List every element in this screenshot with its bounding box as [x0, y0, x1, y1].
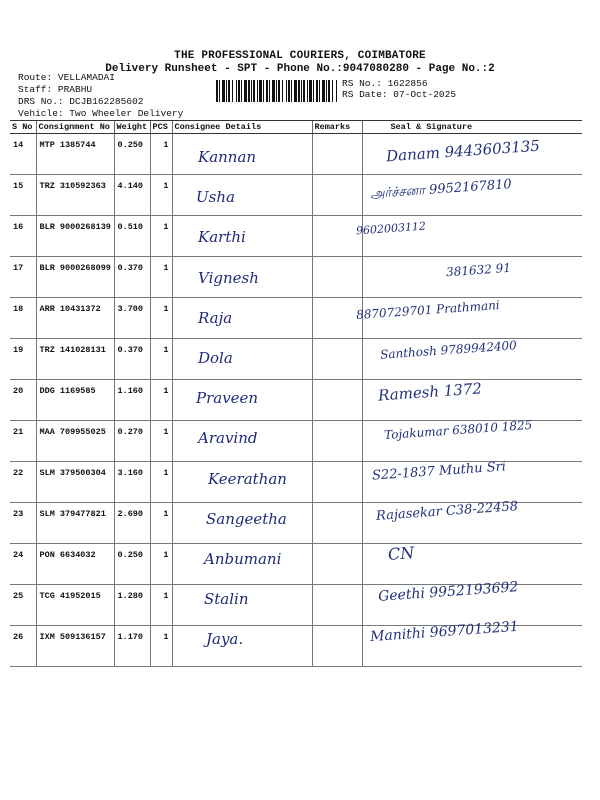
cell-pcs: 1	[150, 216, 172, 257]
cell-consignment: SLM 379477821	[36, 503, 114, 544]
barcode-bar	[272, 80, 275, 102]
barcode-bar	[269, 80, 270, 102]
cell-remarks	[312, 421, 362, 462]
consignee-name-handwritten: Raja	[198, 308, 233, 327]
consignee-name-handwritten: Kannan	[198, 148, 257, 166]
cell-pcs: 1	[150, 462, 172, 503]
barcode-bar	[336, 80, 337, 102]
rs-date: RS Date: 07-Oct-2025	[342, 89, 457, 100]
cell-remarks	[312, 257, 362, 298]
cell-pcs: 1	[150, 134, 172, 175]
barcode-bar	[298, 80, 300, 102]
cell-remarks	[312, 462, 362, 503]
cell-sno: 24	[10, 544, 36, 585]
cell-remarks	[312, 626, 362, 667]
cell-sno: 18	[10, 298, 36, 339]
cell-sno: 25	[10, 585, 36, 626]
signature-handwritten: 9602003112	[355, 219, 427, 238]
barcode-bar	[307, 80, 308, 102]
table-header-row	[10, 121, 582, 134]
vehicle-label: Vehicle: Two Wheeler Delivery	[18, 108, 184, 119]
cell-consignee	[172, 175, 312, 216]
barcode-bar	[322, 80, 325, 102]
consignee-name-handwritten: Anbumani	[204, 550, 282, 568]
consignee-name-handwritten: Stalin	[204, 590, 249, 609]
barcode-bar	[303, 80, 305, 102]
cell-consignment: SLM 379500304	[36, 462, 114, 503]
cell-weight: 1.170	[114, 626, 150, 667]
consignee-name-handwritten: Aravind	[198, 429, 258, 448]
cell-consignment: TRZ 310592363	[36, 175, 114, 216]
cell-consignment: IXM 509136157	[36, 626, 114, 667]
cell-weight: 4.140	[114, 175, 150, 216]
cell-weight: 0.370	[114, 257, 150, 298]
cell-pcs: 1	[150, 626, 172, 667]
cell-consignment: MTP 1385744	[36, 134, 114, 175]
cell-weight: 0.270	[114, 421, 150, 462]
signature-handwritten: Geethi 9952193692	[377, 579, 519, 606]
barcode-bar	[291, 80, 292, 102]
cell-consignment: TCG 41952015	[36, 585, 114, 626]
consignee-name-handwritten: Keerathan	[208, 469, 287, 488]
col-signature: Seal & Signature	[362, 121, 582, 134]
cell-sno: 26	[10, 626, 36, 667]
barcode-bar	[301, 80, 302, 102]
cell-consignee	[172, 339, 312, 380]
signature-handwritten: CN	[387, 543, 415, 564]
consignee-name-handwritten: Dola	[198, 349, 233, 367]
consignee-name-handwritten: Jaya.	[206, 630, 244, 649]
signature-handwritten: Tojakumar 638010 1825	[383, 418, 533, 443]
barcode-bar	[244, 80, 247, 102]
barcode-bar	[309, 80, 312, 102]
col-pcs: PCS	[150, 121, 172, 134]
cell-sno: 23	[10, 503, 36, 544]
barcode-bar	[316, 80, 318, 102]
table-row	[10, 380, 582, 421]
signature-handwritten: 381632 91	[445, 260, 512, 279]
cell-pcs: 1	[150, 175, 172, 216]
barcode-bar	[226, 80, 227, 102]
cell-sno: 20	[10, 380, 36, 421]
cell-consignment: BLR 9000268099	[36, 257, 114, 298]
barcode-bar	[216, 80, 218, 102]
signature-handwritten: Santhosh 9789942400	[379, 338, 518, 362]
cell-consignment: PON 6634032	[36, 544, 114, 585]
barcode-bar	[253, 80, 255, 102]
barcode-bar	[286, 80, 287, 102]
barcode-bar	[263, 80, 264, 102]
cell-sno: 22	[10, 462, 36, 503]
cell-remarks	[312, 544, 362, 585]
cell-consignment: BLR 9000268139	[36, 216, 114, 257]
cell-sno: 16	[10, 216, 36, 257]
consignee-name-handwritten: Usha	[196, 188, 235, 207]
cell-weight: 3.700	[114, 298, 150, 339]
barcode-bar	[313, 80, 314, 102]
cell-consignment: ARR 10431372	[36, 298, 114, 339]
table-row	[10, 544, 582, 585]
cell-remarks	[312, 134, 362, 175]
barcode-bar	[238, 80, 240, 102]
col-remarks: Remarks	[312, 121, 362, 134]
barcode-bar	[259, 80, 262, 102]
cell-consignment: DDG 1169585	[36, 380, 114, 421]
barcode-bar	[219, 80, 220, 102]
barcode-bar	[278, 80, 280, 102]
barcode-bar	[328, 80, 330, 102]
cell-sno: 15	[10, 175, 36, 216]
cell-remarks	[312, 503, 362, 544]
barcode-bar	[282, 80, 283, 102]
cell-remarks	[312, 298, 362, 339]
cell-pcs: 1	[150, 339, 172, 380]
barcode-bar	[266, 80, 268, 102]
barcode	[216, 80, 338, 102]
cell-weight: 0.250	[114, 134, 150, 175]
cell-pcs: 1	[150, 585, 172, 626]
barcode-bar	[288, 80, 290, 102]
signature-handwritten: S22-1837 Muthu Sri	[371, 458, 507, 484]
barcode-bar	[251, 80, 252, 102]
cell-sno: 17	[10, 257, 36, 298]
signature-handwritten: Danam 9443603135	[385, 136, 541, 166]
runsheet-subtitle: Delivery Runsheet - SPT - Phone No.:9047080280 - Page No.:2	[105, 63, 495, 75]
cell-remarks	[312, 380, 362, 421]
barcode-bar	[228, 80, 230, 102]
cell-weight: 0.510	[114, 216, 150, 257]
barcode-bar	[332, 80, 333, 102]
cell-weight: 3.160	[114, 462, 150, 503]
cell-consignment: MAA 709955025	[36, 421, 114, 462]
cell-consignment: TRZ 141028131	[36, 339, 114, 380]
signature-handwritten: 8870729701 Prathmani	[355, 297, 501, 322]
cell-weight: 1.160	[114, 380, 150, 421]
consignee-name-handwritten: Praveen	[196, 389, 259, 408]
cell-weight: 1.280	[114, 585, 150, 626]
cell-pcs: 1	[150, 421, 172, 462]
drs-number: DRS No.: DCJB162285602	[18, 96, 144, 107]
cell-sno: 19	[10, 339, 36, 380]
barcode-bar	[276, 80, 277, 102]
cell-weight: 0.370	[114, 339, 150, 380]
barcode-bar	[222, 80, 225, 102]
barcode-bar	[294, 80, 297, 102]
col-consignee: Consignee Details	[172, 121, 312, 134]
company-title: THE PROFESSIONAL COURIERS, COIMBATORE	[174, 50, 426, 62]
cell-pcs: 1	[150, 544, 172, 585]
col-sno: S No	[10, 121, 36, 134]
cell-remarks	[312, 175, 362, 216]
staff-label: Staff: PRABHU	[18, 84, 93, 95]
cell-remarks	[312, 216, 362, 257]
cell-pcs: 1	[150, 257, 172, 298]
barcode-bar	[257, 80, 258, 102]
cell-pcs: 1	[150, 298, 172, 339]
barcode-bar	[241, 80, 242, 102]
rs-number: RS No.: 1622856	[342, 78, 428, 89]
cell-sno: 21	[10, 421, 36, 462]
barcode-bar	[319, 80, 320, 102]
signature-handwritten: Ramesh 1372	[377, 379, 483, 405]
signature-handwritten: Rajasekar C38-22458	[375, 498, 519, 524]
col-weight: Weight	[114, 121, 150, 134]
barcode-bar	[236, 80, 237, 102]
consignee-name-handwritten: Vignesh	[198, 268, 259, 287]
barcode-bar	[248, 80, 250, 102]
signature-handwritten: அர்ச்சனா 9952167810	[369, 177, 513, 203]
cell-weight: 0.250	[114, 544, 150, 585]
col-consignment: Consignment No	[36, 121, 114, 134]
consignee-name-handwritten: Karthi	[198, 228, 246, 247]
route-label: Route: VELLAMADAI	[18, 72, 115, 83]
barcode-bar	[232, 80, 233, 102]
cell-remarks	[312, 585, 362, 626]
signature-handwritten: Manithi 9697013231	[369, 619, 520, 646]
cell-consignee	[172, 298, 312, 339]
consignee-name-handwritten: Sangeetha	[206, 509, 287, 528]
cell-weight: 2.690	[114, 503, 150, 544]
cell-pcs: 1	[150, 503, 172, 544]
table-row	[10, 216, 582, 257]
cell-sno: 14	[10, 134, 36, 175]
cell-pcs: 1	[150, 380, 172, 421]
barcode-bar	[326, 80, 327, 102]
cell-remarks	[312, 339, 362, 380]
